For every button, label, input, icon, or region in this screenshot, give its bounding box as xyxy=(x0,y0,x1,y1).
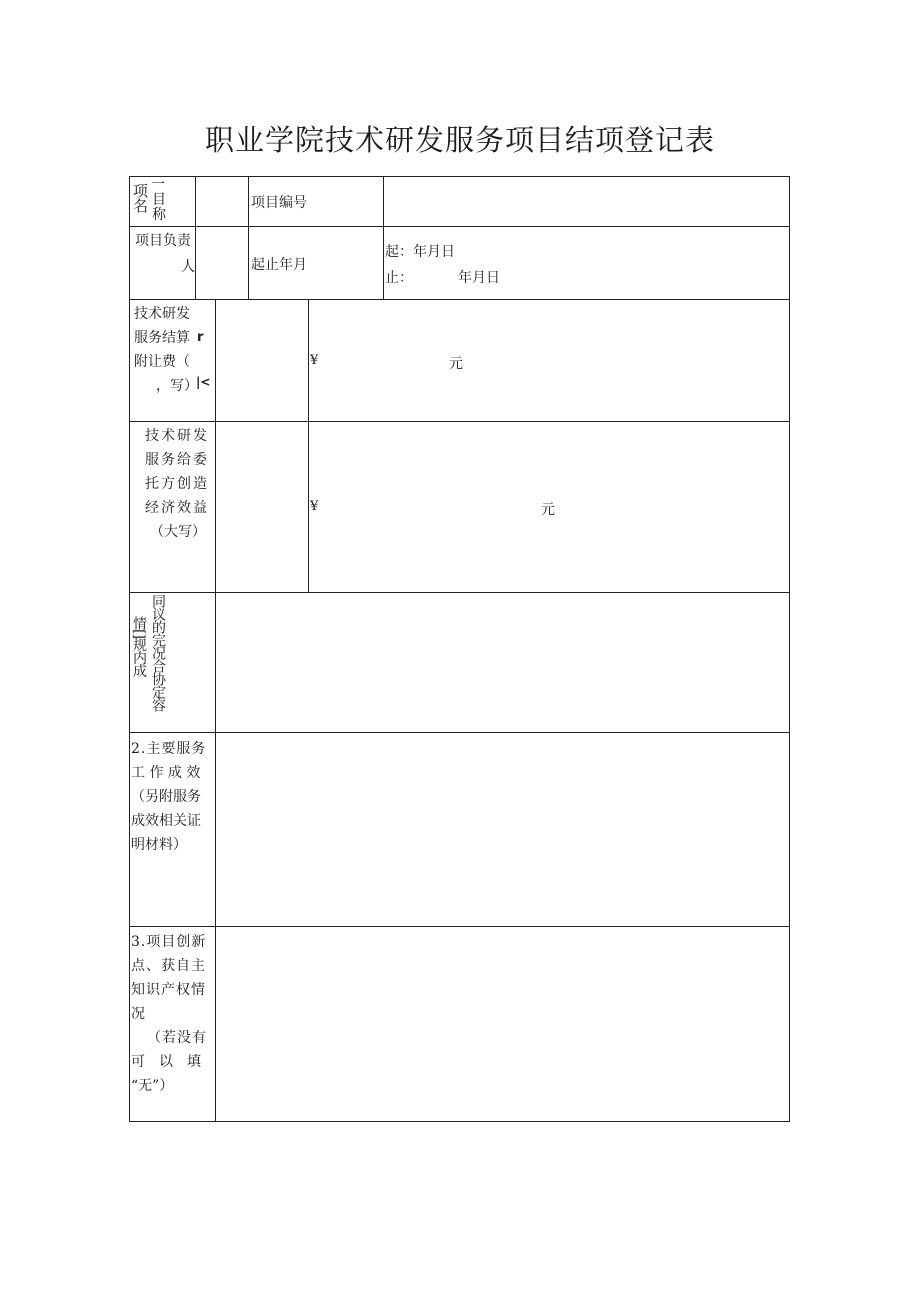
benefit-label-line: 服务给委 xyxy=(145,452,209,468)
settlement-mark: r xyxy=(197,330,204,345)
settlement-fee-field[interactable] xyxy=(216,300,308,421)
service-results-label-line: 成效相关证 xyxy=(131,813,201,829)
period-end-prefix: 止： xyxy=(385,270,413,286)
agreement-status-label: 情[]规内成 xyxy=(131,616,147,677)
benefit-label-line: （大写） xyxy=(150,524,206,540)
benefit-amount-field[interactable] xyxy=(320,475,530,535)
project-leader-label: 项目负责 xyxy=(135,233,191,249)
table-border-right xyxy=(789,176,790,1122)
project-name-label-char: 目 xyxy=(152,192,166,208)
period-label: 起止年月 xyxy=(251,257,307,273)
settlement-fee-label-line: 技术研发 xyxy=(134,306,190,322)
service-results-field[interactable] xyxy=(216,733,789,926)
innovation-label-line: 点、获自主 xyxy=(131,958,206,974)
benefit-label-line: 经济效益 xyxy=(145,500,209,516)
service-results-label-line: 工 作 成 效 xyxy=(131,765,201,781)
innovation-label-line: 可 以 填 xyxy=(131,1054,201,1070)
innovation-label-line: 知识产权情 xyxy=(131,982,206,998)
form-title: 职业学院技术研发服务项目结项登记表 xyxy=(204,123,715,157)
project-name-label-part: 项名 xyxy=(131,183,149,213)
settlement-fee-label-line: 附让费（ xyxy=(134,354,190,370)
project-code-label: 项目编号 xyxy=(251,195,307,211)
benefit-label-line: 托方创造 xyxy=(145,476,209,492)
project-leader-label-end: 人 xyxy=(181,259,195,275)
settlement-amount-field[interactable] xyxy=(320,330,440,390)
service-results-label-line: （另附服务 xyxy=(131,789,201,805)
service-results-label-line: 2.主要服务 xyxy=(131,741,207,757)
project-name-label-dash: 一 xyxy=(151,177,165,193)
innovation-label-line: 3.项目创新 xyxy=(131,934,207,950)
innovation-label-line: （若没有 xyxy=(147,1030,207,1046)
project-name-field[interactable] xyxy=(196,177,248,226)
settlement-fee-label-line: 服务结算 xyxy=(134,330,190,346)
innovation-label-line: “无”） xyxy=(131,1078,174,1094)
project-leader-field[interactable] xyxy=(196,227,248,299)
period-end-date[interactable]: 年月日 xyxy=(458,270,500,286)
innovation-label-line: 况 xyxy=(131,1006,145,1022)
table-border-bottom xyxy=(129,1121,790,1122)
agreement-status-field[interactable] xyxy=(216,593,789,732)
agreement-status-label: 同议的完况合协定容 xyxy=(150,594,166,711)
settlement-mark: |< xyxy=(196,375,211,389)
benefit-field[interactable] xyxy=(216,422,308,592)
settlement-fee-label-line: ，写） xyxy=(156,378,198,394)
settlement-unit: 元 xyxy=(449,356,463,372)
project-code-field[interactable] xyxy=(384,177,789,226)
service-results-label-line: 明材料） xyxy=(131,837,187,853)
benefit-label-line: 技术研发 xyxy=(145,428,209,444)
col-divider xyxy=(308,299,309,593)
table-border-left xyxy=(129,176,130,1122)
period-start[interactable]: 起：年月日 xyxy=(385,244,455,260)
project-name-label-char: 称 xyxy=(152,207,166,223)
benefit-currency: ¥ xyxy=(310,499,319,514)
benefit-unit: 元 xyxy=(541,502,555,518)
settlement-currency: ¥ xyxy=(310,353,319,368)
col-divider xyxy=(248,176,249,300)
innovation-field[interactable] xyxy=(216,927,789,1121)
